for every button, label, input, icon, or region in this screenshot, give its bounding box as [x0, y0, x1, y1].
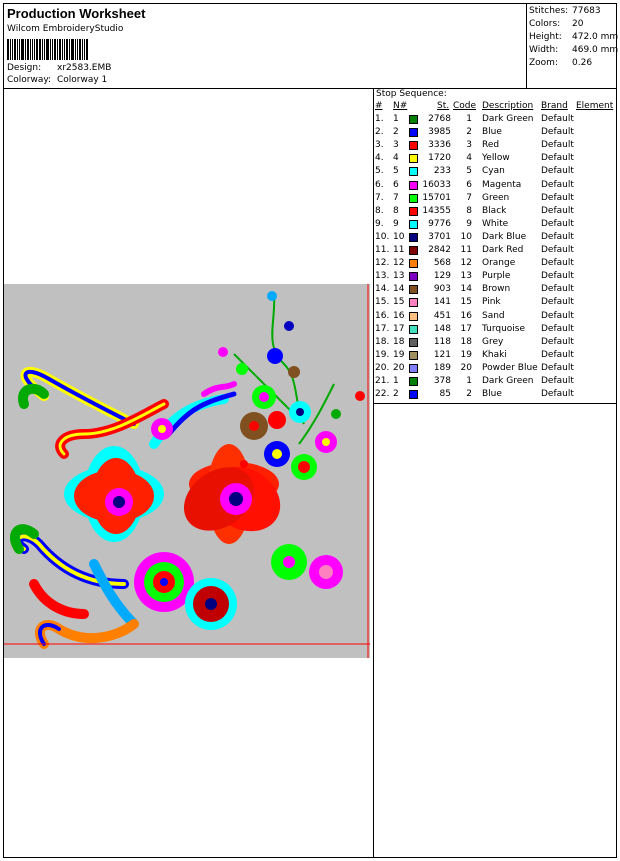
ribbon-upper [23, 372, 234, 454]
row-index: 13. [375, 271, 390, 282]
design-label: Design: [7, 63, 42, 73]
row-index: 18. [375, 336, 390, 347]
row-stitches: 141 [433, 297, 451, 308]
table-row [374, 297, 616, 310]
stat-colors [529, 19, 584, 29]
color-swatch [409, 246, 418, 255]
color-swatch [409, 285, 418, 294]
software-name: Wilcom EmbroideryStudio [7, 24, 124, 34]
row-needle: 2 [393, 389, 399, 400]
row-code: 15 [460, 297, 472, 308]
colors-label: Colors: [529, 19, 561, 29]
table-row [374, 232, 616, 245]
color-swatch [409, 194, 418, 203]
row-code: 6 [466, 179, 472, 190]
row-index: 7. [375, 192, 384, 203]
magenta-starburst [309, 555, 343, 589]
row-needle: 15 [393, 297, 405, 308]
row-needle: 19 [393, 349, 405, 360]
col-header-element: Element [576, 101, 614, 111]
row-needle: 20 [393, 362, 405, 373]
row-stitches: 14355 [422, 205, 451, 216]
table-row [374, 140, 616, 153]
row-needle: 3 [393, 140, 399, 151]
row-code: 13 [460, 271, 472, 282]
colorway-label: Colorway: [7, 75, 52, 85]
row-needle: 11 [393, 245, 405, 255]
color-swatch [409, 207, 418, 216]
width-value: 469.0 mm [572, 45, 619, 55]
row-brand: Default [541, 389, 574, 400]
row-needle: 5 [393, 166, 399, 177]
row-index: 9. [375, 218, 384, 229]
row-needle: 10 [393, 231, 405, 242]
row-description: Grey [482, 336, 504, 347]
stat-stitches [529, 6, 601, 16]
table-row [374, 127, 616, 140]
row-code: 7 [466, 192, 472, 203]
row-stitches: 568 [433, 258, 451, 269]
table-row [374, 376, 616, 389]
col-header-code: Code [453, 101, 477, 111]
cyan-red-flower [64, 446, 164, 542]
row-stitches: 15701 [422, 192, 451, 203]
row-stitches: 2768 [428, 114, 451, 124]
row-brand: Default [541, 153, 574, 164]
row-stitches: 233 [433, 166, 451, 177]
row-description: Dark Green [482, 376, 534, 386]
row-index: 11. [375, 245, 390, 255]
row-description: White [482, 218, 509, 229]
table-row [374, 324, 616, 337]
row-description: Orange [482, 258, 516, 269]
stat-height [529, 32, 619, 42]
row-brand: Default [541, 284, 574, 295]
row-index: 2. [375, 127, 384, 138]
table-row [374, 363, 616, 376]
row-code: 1 [466, 376, 472, 386]
color-swatch [409, 325, 418, 334]
row-brand: Default [541, 140, 574, 151]
row-brand: Default [541, 192, 574, 203]
color-swatch [409, 351, 418, 360]
row-stitches: 1720 [428, 153, 451, 164]
row-code: 11 [460, 245, 472, 255]
col-header-brand: Brand [541, 101, 568, 111]
table-row [374, 284, 616, 297]
colors-value: 20 [572, 19, 584, 29]
zoom-label: Zoom: [529, 58, 558, 68]
stop-sequence-title: Stop Sequence: [376, 89, 447, 99]
row-description: Purple [482, 271, 511, 282]
row-brand: Default [541, 258, 574, 269]
row-code: 1 [466, 114, 472, 124]
row-stitches: 451 [433, 310, 451, 321]
row-brand: Default [541, 231, 574, 242]
row-stitches: 3985 [428, 127, 451, 138]
row-description: Green [482, 192, 510, 203]
color-swatch [409, 272, 418, 281]
row-description: Pink [482, 297, 501, 308]
table-row [374, 219, 616, 232]
row-description: Blue [482, 389, 502, 400]
height-value: 472.0 mm [572, 32, 619, 42]
row-brand: Default [541, 166, 574, 177]
row-index: 1. [375, 114, 384, 124]
color-swatch [409, 220, 418, 229]
row-stitches: 3336 [428, 140, 451, 151]
stitches-label: Stitches: [529, 6, 569, 16]
row-code: 8 [466, 205, 472, 216]
row-index: 4. [375, 153, 384, 164]
embroidery-artwork [4, 284, 370, 658]
row-needle: 1 [393, 376, 399, 386]
table-row [374, 311, 616, 324]
table-row [374, 166, 616, 179]
row-needle: 14 [393, 284, 405, 295]
row-index: 10. [375, 231, 390, 242]
row-code: 2 [466, 127, 472, 138]
width-label: Width: [529, 45, 559, 55]
dark-red-flower [185, 578, 237, 630]
row-index: 15. [375, 297, 390, 308]
zoom-value: 0.26 [572, 58, 593, 68]
row-index: 14. [375, 284, 390, 295]
ribbon-lower [15, 529, 134, 644]
row-brand: Default [541, 114, 574, 124]
row-description: Sand [482, 310, 505, 321]
row-needle: 13 [393, 271, 405, 282]
row-code: 17 [460, 323, 472, 334]
col-header-description: Description [482, 101, 534, 111]
row-code: 18 [460, 336, 472, 347]
row-needle: 17 [393, 323, 405, 334]
row-code: 19 [460, 349, 472, 360]
row-needle: 12 [393, 258, 405, 269]
color-swatch [409, 338, 418, 347]
row-needle: 2 [393, 127, 399, 138]
row-description: Dark Green [482, 114, 534, 124]
header-info-panel [3, 3, 527, 89]
row-needle: 7 [393, 192, 399, 203]
table-row [374, 389, 616, 402]
header-stats-panel [526, 3, 617, 89]
row-stitches: 16033 [422, 179, 451, 190]
row-stitches: 121 [433, 349, 451, 360]
row-index: 19. [375, 349, 390, 360]
row-index: 20. [375, 362, 390, 373]
row-code: 9 [466, 218, 472, 229]
col-header-needle: N# [393, 101, 408, 111]
row-description: Dark Blue [482, 231, 527, 242]
barcode-image [7, 39, 105, 60]
row-code: 10 [460, 231, 472, 242]
row-description: Blue [482, 127, 502, 138]
table-row [374, 258, 616, 271]
row-description: Black [482, 205, 507, 216]
row-brand: Default [541, 245, 574, 255]
row-stitches: 189 [433, 362, 451, 373]
design-line [7, 63, 112, 73]
row-stitches: 118 [433, 336, 451, 347]
magenta-green-flower [134, 552, 194, 612]
stitches-value: 77683 [572, 6, 601, 16]
row-index: 21. [375, 376, 390, 386]
row-description: Cyan [482, 166, 505, 177]
table-row [374, 350, 616, 363]
row-brand: Default [541, 336, 574, 347]
color-swatch [409, 167, 418, 176]
table-row [374, 245, 616, 258]
row-index: 5. [375, 166, 384, 177]
color-swatch [409, 364, 418, 373]
height-label: Height: [529, 32, 562, 42]
row-code: 16 [460, 310, 472, 321]
row-code: 12 [460, 258, 472, 269]
color-swatch [409, 259, 418, 268]
row-brand: Default [541, 127, 574, 138]
row-needle: 8 [393, 205, 399, 216]
row-needle: 1 [393, 114, 399, 124]
table-row [374, 337, 616, 350]
color-swatch [409, 128, 418, 137]
green-starburst [271, 544, 307, 580]
color-swatch [409, 298, 418, 307]
row-description: Magenta [482, 179, 522, 190]
col-header-stitches: St. [437, 101, 450, 111]
row-code: 20 [460, 362, 472, 373]
table-row [374, 193, 616, 206]
row-description: Turquoise [482, 323, 526, 334]
stat-width [529, 45, 619, 55]
row-code: 14 [460, 284, 472, 295]
row-stitches: 378 [433, 376, 451, 386]
row-index: 12. [375, 258, 390, 269]
row-code: 3 [466, 140, 472, 151]
table-row [374, 180, 616, 193]
page-title: Production Worksheet [7, 6, 146, 21]
row-index: 16. [375, 310, 390, 321]
row-code: 4 [466, 153, 472, 164]
stat-zoom [529, 58, 593, 68]
row-description: Dark Red [482, 245, 524, 255]
row-description: Red [482, 140, 500, 151]
color-swatch [409, 312, 418, 321]
row-code: 5 [466, 166, 472, 177]
row-needle: 6 [393, 179, 399, 190]
row-brand: Default [541, 349, 574, 360]
row-brand: Default [541, 271, 574, 282]
row-stitches: 903 [433, 284, 451, 295]
row-description: Khaki [482, 349, 507, 360]
row-index: 3. [375, 140, 384, 151]
row-description: Powder Blue [482, 362, 538, 373]
row-brand: Default [541, 362, 574, 373]
row-stitches: 129 [433, 271, 451, 282]
row-stitches: 2842 [428, 245, 451, 255]
row-description: Yellow [482, 153, 510, 164]
row-index: 17. [375, 323, 390, 334]
row-description: Brown [482, 284, 511, 295]
color-swatch [409, 233, 418, 242]
color-swatch [409, 377, 418, 386]
row-code: 2 [466, 389, 472, 400]
table-bottom-divider [373, 403, 617, 404]
design-value: xr2583.EMB [57, 63, 112, 73]
row-stitches: 3701 [428, 231, 451, 242]
embroidery-design-preview [4, 284, 370, 658]
color-swatch [409, 115, 418, 124]
table-row [374, 206, 616, 219]
row-brand: Default [541, 323, 574, 334]
row-needle: 18 [393, 336, 405, 347]
row-needle: 4 [393, 153, 399, 164]
table-row [374, 114, 616, 127]
row-brand: Default [541, 297, 574, 308]
row-stitches: 148 [433, 323, 451, 334]
row-index: 22. [375, 389, 390, 400]
col-header-index: # [375, 101, 383, 111]
row-stitches: 85 [439, 389, 451, 400]
row-brand: Default [541, 179, 574, 190]
row-index: 6. [375, 179, 384, 190]
row-index: 8. [375, 205, 384, 216]
colorway-line [7, 75, 108, 85]
row-needle: 16 [393, 310, 405, 321]
row-brand: Default [541, 376, 574, 386]
colorway-value: Colorway 1 [57, 75, 108, 85]
table-row [374, 153, 616, 166]
color-swatch [409, 181, 418, 190]
row-brand: Default [541, 218, 574, 229]
color-swatch [409, 141, 418, 150]
color-swatch [409, 154, 418, 163]
row-brand: Default [541, 310, 574, 321]
table-row [374, 271, 616, 284]
row-brand: Default [541, 205, 574, 216]
row-needle: 9 [393, 218, 399, 229]
row-stitches: 9776 [428, 218, 451, 229]
color-swatch [409, 390, 418, 399]
